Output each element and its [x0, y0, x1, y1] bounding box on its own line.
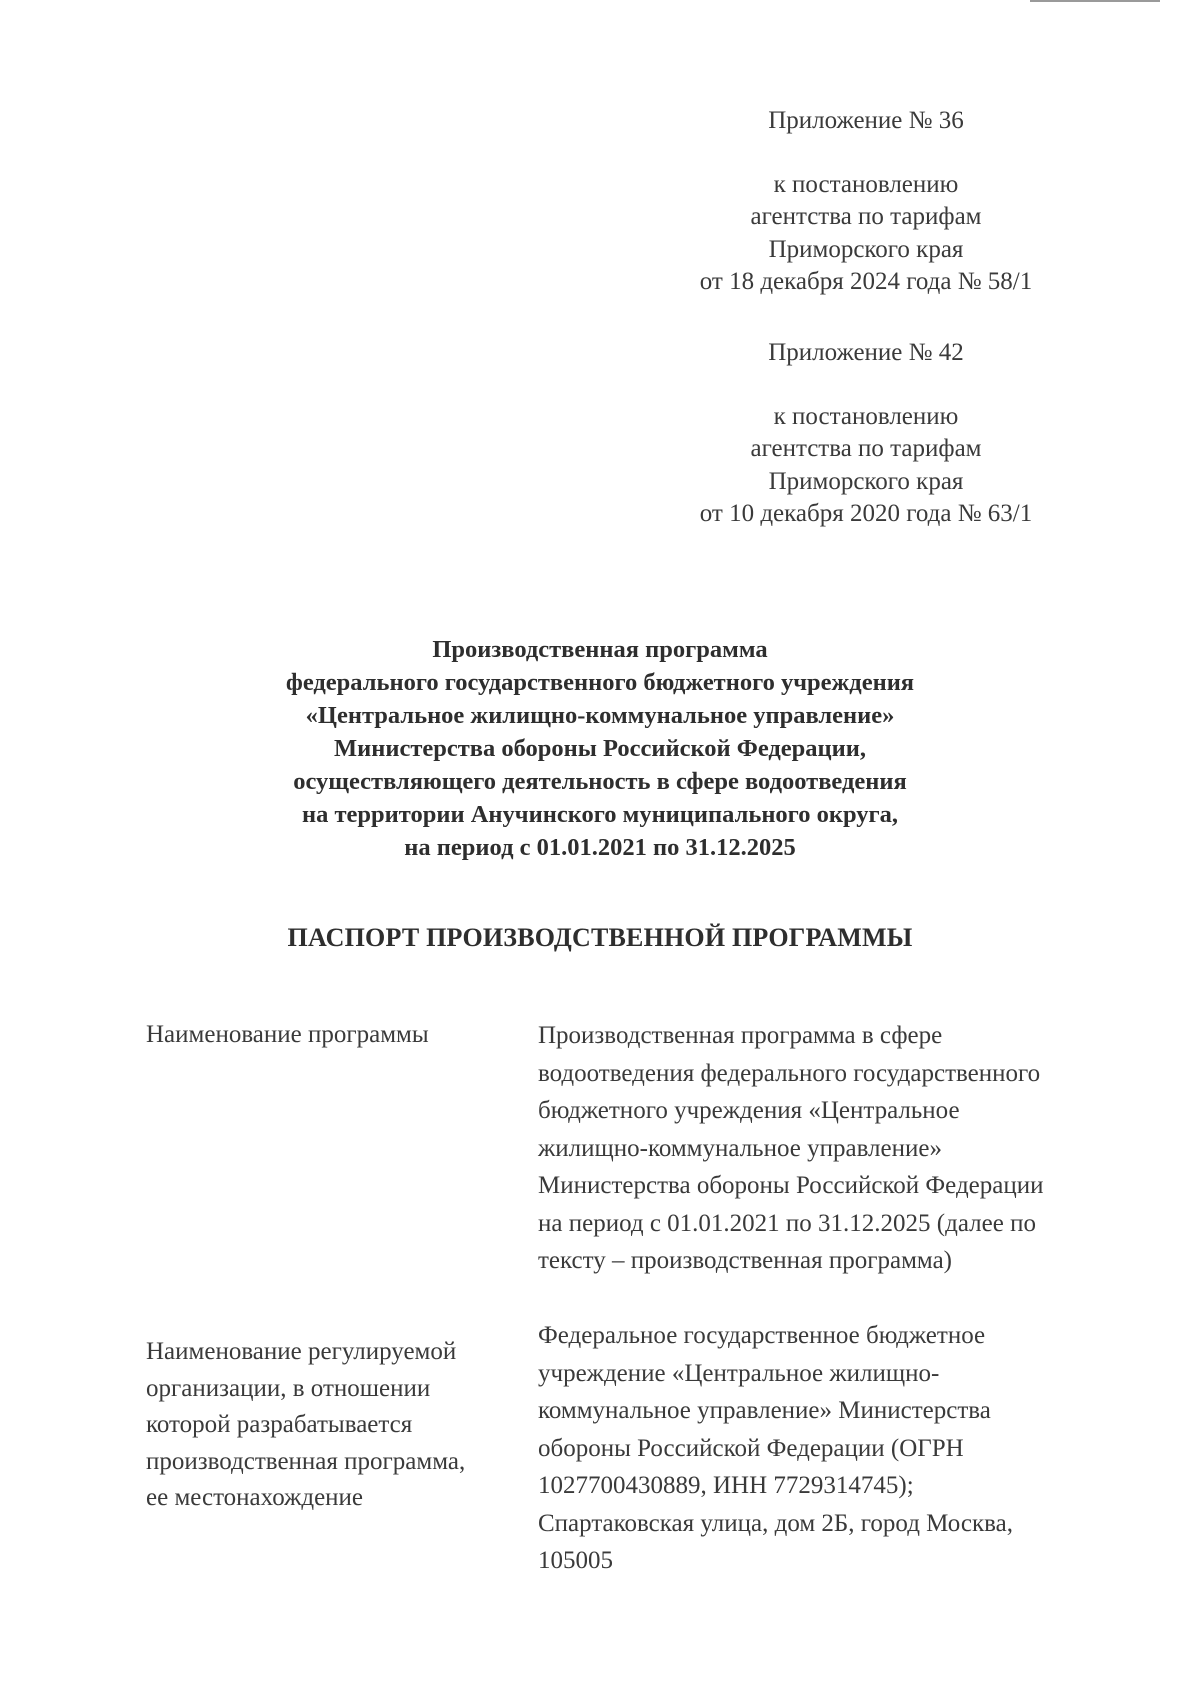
scan-corner-mark: [1030, 0, 1160, 2]
appendix-line: Приморского края: [768, 235, 964, 263]
appendix-line: агентства по тарифам: [750, 435, 982, 462]
passport-row-label: [146, 1017, 516, 1054]
passport-heading: ПАСПОРТ ПРОИЗВОДСТВЕННОЙ ПРОГРАММЫ: [287, 923, 913, 952]
label-line: Наименование программы: [146, 1021, 429, 1048]
appendix-reference-2: [656, 337, 1076, 531]
value-line: Федеральное государственное бюджетное: [538, 1322, 986, 1349]
value-line: Производственная программа в сфере: [538, 1022, 943, 1049]
passport-row-value: [538, 1317, 1138, 1580]
appendix-line: Приморского края: [768, 467, 964, 495]
appendix-line: к постановлению: [773, 170, 959, 198]
title-line: «Центральное жилищно-коммунальное управление»: [305, 702, 895, 729]
value-line: 1027700430889, ИНН 7729314745);: [538, 1472, 914, 1499]
title-line: осуществляющего деятельность в сфере водоотведения: [293, 768, 907, 795]
value-line: 105005: [538, 1547, 613, 1574]
value-line: обороны Российской Федерации (ОГРН: [538, 1434, 964, 1462]
label-line: организации, в отношении: [146, 1374, 431, 1402]
title-line: Министерства обороны Российской Федерации,: [333, 735, 867, 762]
title-line: на территории Анучинского муниципального округа,: [302, 801, 898, 828]
value-line: Спартаковская улица, дом 2Б, город Москва,: [538, 1509, 1013, 1537]
appendix-line: к постановлению: [773, 402, 959, 430]
label-line: производственная программа,: [146, 1447, 466, 1475]
appendix-number: Приложение № 36: [768, 107, 964, 134]
appendix-line: агентства по тарифам: [750, 203, 982, 230]
value-line: Министерства обороны Российской Федерации: [538, 1172, 1044, 1199]
value-line: учреждение «Центральное жилищно-: [538, 1359, 940, 1387]
value-line: коммунальное управление» Министерства: [538, 1397, 991, 1424]
label-line: которой разрабатывается: [146, 1411, 413, 1438]
value-line: бюджетного учреждения «Центральное: [538, 1097, 960, 1124]
value-line: тексту – производственная программа): [538, 1247, 953, 1274]
value-line: водоотведения федерального государственного: [538, 1059, 1041, 1087]
appendix-number: Приложение № 42: [768, 339, 964, 366]
document-title: [0, 633, 1200, 864]
title-line: Производственная программа: [432, 636, 768, 663]
passport-row-label: [146, 1334, 516, 1517]
value-line: жилищно-коммунальное управление»: [538, 1134, 942, 1162]
appendix-date-line: от 18 декабря 2024 года № 58/1: [699, 268, 1033, 295]
label-line: ее местонахождение: [146, 1484, 364, 1511]
label-line: Наименование регулируемой: [146, 1338, 457, 1365]
appendix-date-line: от 10 декабря 2020 года № 63/1: [699, 500, 1033, 527]
title-line: федерального государственного бюджетного учреждения: [285, 669, 915, 696]
appendix-reference-1: [656, 105, 1076, 299]
title-line: на период с 01.01.2021 по 31.12.2025: [404, 834, 796, 861]
passport-row-value: [538, 1017, 1138, 1280]
value-line: на период с 01.01.2021 по 31.12.2025 (далее по: [538, 1209, 1036, 1237]
